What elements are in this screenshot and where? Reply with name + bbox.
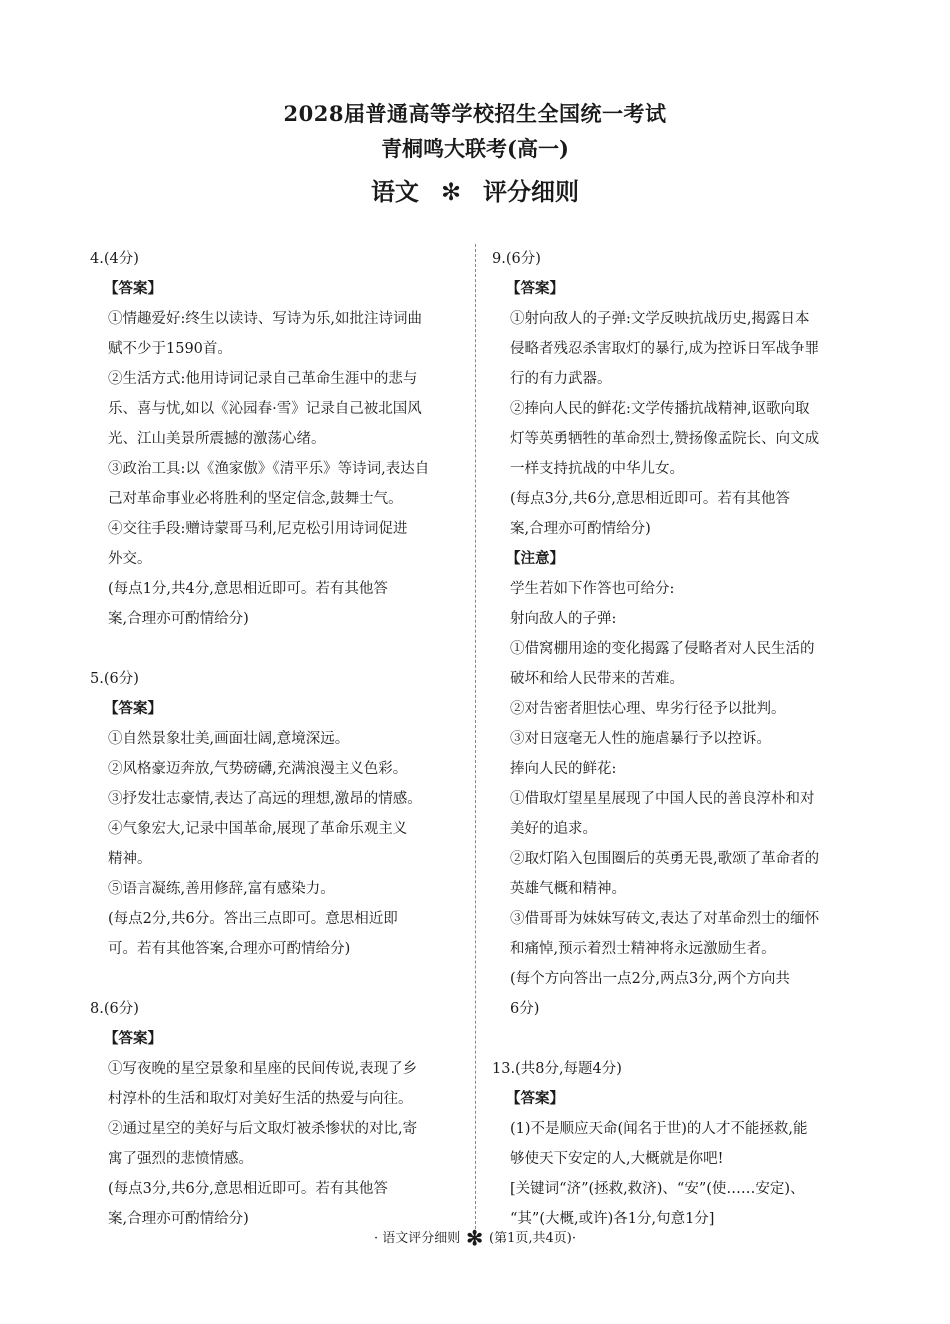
right-column [492, 244, 872, 1234]
answer-line: 赋不少于1590首。 [108, 341, 232, 357]
answer-line: ④气象宏大,记录中国革命,展现了革命乐观主义 [108, 821, 408, 837]
scoring-note: (每点2分,共6分。答出三点即可。意思相近即 [108, 911, 398, 927]
note-line: ②取灯陷入包围圈后的英勇无畏,歌颂了革命者的 [510, 851, 820, 867]
answer-line: ②通过星空的美好与后文取灯被杀惨状的对比,寄 [108, 1121, 418, 1137]
answer-line: (1)不是顺应天命(闻名于世)的人才不能拯救,能 [510, 1121, 808, 1137]
answer-line: ①情趣爱好:终生以读诗、写诗为乐,如批注诗词曲 [108, 311, 422, 327]
answer-line: 灯等英勇牺牲的革命烈士,赞扬像孟院长、向文成 [510, 431, 820, 447]
question-header: 5.(6分) [90, 671, 139, 687]
subject-label: 语文 [370, 178, 419, 206]
question-header: 4.(4分) [90, 251, 139, 267]
scoring-note: 案,合理亦可酌情给分) [510, 521, 651, 537]
scoring-note: [关键词“济”(拯救,救济)、“安”(使……安定)、 [510, 1181, 805, 1197]
answer-tag: 【答案】 [506, 1091, 564, 1107]
answer-line: 外交。 [108, 551, 152, 567]
answer-line: 村淳朴的生活和取灯对美好生活的热爱与向往。 [108, 1091, 413, 1107]
note-line: ③对日寇毫无人性的施虐暴行予以控诉。 [510, 731, 771, 747]
answer-line: ①自然景象壮美,画面壮阔,意境深远。 [108, 731, 350, 747]
document-heading [0, 172, 950, 207]
note-line: ①借取灯望星星展现了中国人民的善良淳朴和对 [510, 791, 815, 807]
page-footer [0, 1226, 950, 1250]
question-header: 13.(共8分,每题4分) [492, 1061, 622, 1077]
answer-line: ④交往手段:赠诗蒙哥马利,尼克松引用诗词促进 [108, 521, 408, 537]
answer-line: 己对革命事业必将胜利的坚定信念,鼓舞士气。 [108, 491, 403, 507]
question-8 [90, 994, 470, 1234]
scoring-note: 案,合理亦可酌情给分) [108, 1211, 249, 1227]
note-line: 美好的追求。 [510, 821, 597, 837]
answer-line: 乐、喜与忧,如以《沁园春·雪》记录自己被北国风 [108, 401, 422, 417]
answer-line: ①写夜晚的星空景象和星座的民间传说,表现了乡 [108, 1061, 418, 1077]
exam-subtitle: 青桐鸣大联考(高一) [381, 136, 569, 161]
scoring-note: “其”(大概,或许)各1分,句意1分] [510, 1211, 715, 1227]
answer-line: 光、江山美景所震撼的激荡心绪。 [108, 431, 326, 447]
answer-tag: 【答案】 [104, 701, 162, 717]
answer-line: 侵略者残忍杀害取灯的暴行,成为控诉日军战争罪 [510, 341, 820, 357]
note-line: 捧向人民的鲜花: [510, 761, 617, 777]
question-header: 8.(6分) [90, 1001, 139, 1017]
answer-line: ①射向敌人的子弹:文学反映抗战历史,揭露日本 [510, 311, 810, 327]
doc-type-label: 评分细则 [483, 178, 580, 206]
answer-tag: 【答案】 [506, 281, 564, 297]
question-4 [90, 244, 470, 634]
scoring-note: (每个方向答出一点2分,两点3分,两个方向共 [510, 971, 790, 987]
answer-line: ③政治工具:以《渔家傲》《清平乐》等诗词,表达自 [108, 461, 430, 477]
note-line: 射向敌人的子弹: [510, 611, 617, 627]
question-5 [90, 664, 470, 964]
footer-label: · 语文评分细则 [374, 1231, 461, 1246]
answer-line: ②捧向人民的鲜花:文学传播抗战精神,讴歌向取 [510, 401, 810, 417]
answer-line: 够使天下安定的人,大概就是你吧! [510, 1151, 724, 1167]
answer-line: 精神。 [108, 851, 152, 867]
answer-tag: 【答案】 [104, 1031, 162, 1047]
note-line: 学生若如下作答也可给分: [510, 581, 675, 597]
left-column [90, 244, 470, 1234]
page-number: (第1页,共4页)· [489, 1231, 576, 1246]
note-tag: 【注意】 [506, 551, 564, 567]
scoring-note: 6分) [510, 1001, 540, 1017]
scoring-note: (每点3分,共6分,意思相近即可。若有其他答 [108, 1181, 388, 1197]
exam-title: 2028届普通高等学校招生全国统一考试 [283, 101, 667, 126]
note-line: ①借窝棚用途的变化揭露了侵略者对人民生活的 [510, 641, 815, 657]
note-line: 破坏和给人民带来的苦难。 [510, 671, 684, 687]
answer-line: 寓了强烈的悲愤情感。 [108, 1151, 253, 1167]
asterisk-icon: ✻ [466, 1226, 484, 1250]
note-line: ②对告密者胆怯心理、卑劣行径予以批判。 [510, 701, 786, 717]
note-line: ③借哥哥为妹妹写砖文,表达了对革命烈士的缅怀 [510, 911, 820, 927]
answer-line: ②风格豪迈奔放,气势磅礴,充满浪漫主义色彩。 [108, 761, 408, 777]
note-line: 和痛悼,预示着烈士精神将永远激励生者。 [510, 941, 776, 957]
answer-line: ⑤语言凝练,善用修辞,富有感染力。 [108, 881, 335, 897]
question-header: 9.(6分) [492, 251, 541, 267]
question-9 [492, 244, 872, 1024]
note-line: 英雄气概和精神。 [510, 881, 626, 897]
answer-line: ②生活方式:他用诗词记录自己革命生涯中的悲与 [108, 371, 418, 387]
answer-tag: 【答案】 [104, 281, 162, 297]
question-13 [492, 1054, 872, 1234]
scoring-note: 可。若有其他答案,合理亦可酌情给分) [108, 941, 351, 957]
answer-line: 一样支持抗战的中华儿女。 [510, 461, 684, 477]
scoring-note: 案,合理亦可酌情给分) [108, 611, 249, 627]
answer-line: ③抒发壮志豪情,表达了高远的理想,激昂的情感。 [108, 791, 422, 807]
answer-line: 行的有力武器。 [510, 371, 612, 387]
asterisk-icon: ✻ [440, 178, 462, 206]
column-divider [475, 244, 476, 1229]
scoring-note: (每点3分,共6分,意思相近即可。若有其他答 [510, 491, 790, 507]
scoring-note: (每点1分,共4分,意思相近即可。若有其他答 [108, 581, 388, 597]
